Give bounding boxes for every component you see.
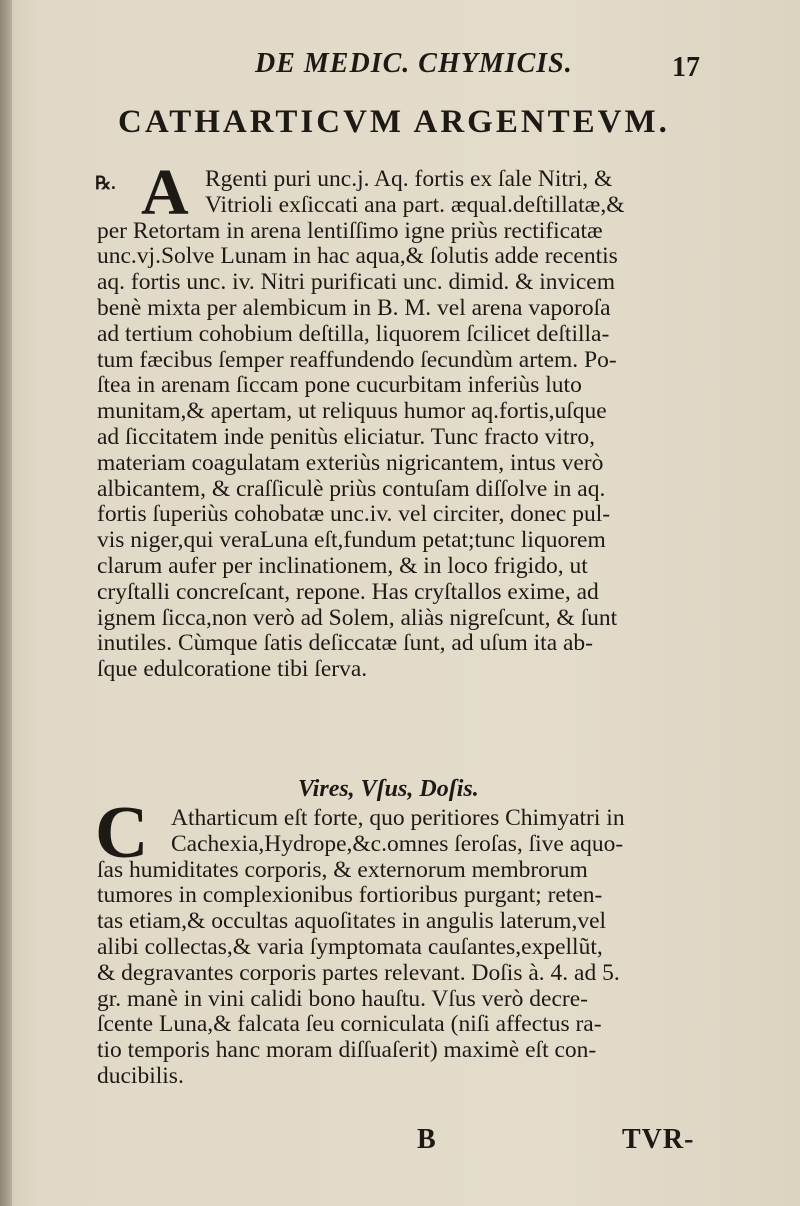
text-line: Vitrioli exſiccati ana part. æqual.deſtillatæ,&: [205, 191, 625, 218]
text-line: ſtea in arenam ſiccam pone cucurbitam inferiùs luto: [97, 372, 582, 399]
running-head: DE MEDIC. CHYMICIS.: [255, 48, 573, 79]
text-line: ſas humiditates corporis, & externorum membrorum: [97, 856, 588, 883]
catchword: TVR-: [622, 1124, 695, 1155]
recipe-paragraph: [95, 156, 737, 683]
text-line: ignem ſicca,non verò ad Solem, aliàs nigreſcunt, & ſunt: [97, 604, 618, 631]
text-line: albicantem, & craſſiculè priùs contuſam diſſolve in aq.: [97, 475, 606, 502]
vires-paragraph: [95, 792, 737, 1090]
text-line: tas etiam,& occultas aquoſitates in angulis laterum,vel: [97, 908, 607, 935]
text-line: ducibilis.: [97, 1062, 184, 1089]
text-line: ſque edulcoratione tibi ſerva.: [97, 656, 368, 683]
text-line: ſcente Luna,& falcata ſeu corniculata (niſi affectus ra-: [97, 1011, 602, 1038]
recipe-symbol: ℞.: [95, 173, 116, 193]
page-number: 17: [672, 52, 700, 83]
subheading: Vires, Vſus, Doſis.: [298, 776, 479, 802]
text-line: Cachexia,Hydrope,&c.omnes ſeroſas, ſive aquo-: [171, 830, 624, 857]
text-line: vis niger,qui veraLuna eſt,fundum petat;tunc liquorem: [97, 527, 606, 554]
text-line: alibi collectas,& varia ſymptomata cauſantes,expellũt,: [97, 933, 603, 960]
text-line: unc.vj.Solve Lunam in hac aqua,& ſolutis adde recentis: [97, 243, 618, 270]
text-line: munitam,& apertam, ut reliquus humor aq.fortis,uſque: [97, 398, 607, 425]
text-line: gr. manè in vini calidi bono hauſtu. Vſus verò decre-: [97, 985, 588, 1012]
text-line: aq. fortis unc. iv. Nitri purificati unc. dimid. & invicem: [97, 269, 615, 296]
text-line: fortis ſuperiùs cohobatæ unc.iv. vel circiter, donec pul-: [97, 501, 611, 528]
text-line: cryſtalli concreſcant, repone. Has cryſtallos exime, ad: [97, 578, 599, 605]
text-line: materiam coagulatam exteriùs nigricantem, intus verò: [97, 449, 604, 476]
drop-cap: A: [141, 156, 189, 229]
text-line: inutiles. Cùmque ſatis deſiccatæ ſunt, ad uſum ita ab-: [97, 630, 594, 657]
drop-cap: C: [95, 792, 149, 874]
text-line: Atharticum eſt forte, quo peritiores Chimyatri in: [171, 805, 625, 831]
text-line: Rgenti puri unc.j. Aq. fortis ex ſale Nitri, &: [205, 166, 613, 192]
text-line: per Retortam in arena lentiſſimo igne priùs rectificatæ: [97, 217, 603, 244]
signature-mark: B: [417, 1124, 436, 1155]
text-line: clarum aufer per inclinationem, & in loco frigido, ut: [97, 552, 588, 579]
text-line: ad tertium cohobium deſtilla, liquorem ſcilicet deſtilla-: [97, 320, 610, 347]
text-line: & degravantes corporis partes relevant. Doſis à. 4. ad 5.: [97, 959, 620, 986]
page-gutter: [0, 0, 12, 1206]
text-line: tio temporis hanc moram diſſuaſerit) maximè eſt con-: [97, 1037, 597, 1064]
text-line: tumores in complexionibus fortioribus purgant; reten-: [97, 882, 603, 909]
text-line: benè mixta per alembicum in B. M. vel arena vaporoſa: [97, 294, 611, 321]
page-header: [0, 48, 800, 88]
text-line: ad ſiccitatem inde penitùs eliciatur. Tunc fracto vitro,: [97, 423, 595, 450]
section-title: CATHARTICVM ARGENTEVM.: [118, 104, 670, 140]
text-line: tum fæcibus ſemper reaffundendo ſecundùm artem. Po-: [97, 346, 617, 373]
